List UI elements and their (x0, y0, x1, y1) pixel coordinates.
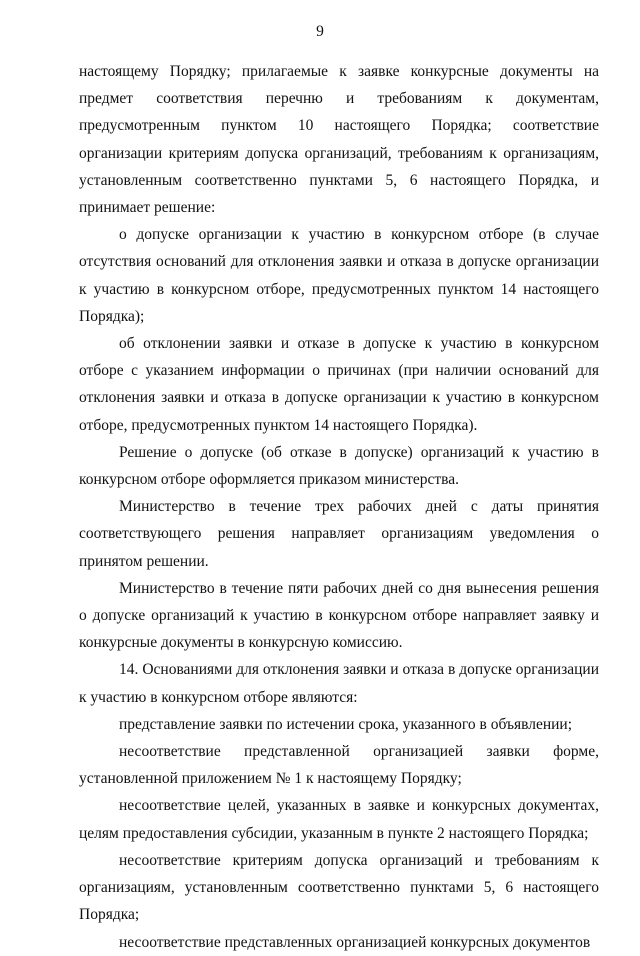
paragraph-ground-criteria-mismatch: несоответствие критериям допуска организаций и требованиям к организациям, установленным соответственно пунктами 5, 6 настоящего Порядка; (79, 851, 599, 924)
paragraph-notification: Министерство в течение трех рабочих дней с даты принятия соответствующего решения направляет организациям уведомления о принятом решении. (79, 498, 599, 570)
paragraph-ground-purpose-mismatch: несоответствие целей, указанных в заявке и конкурсных документах, целям предоставления субсидии, указанным в пункте 2 настоящего Порядка; (79, 797, 599, 842)
paragraph-rejection-decision: об отклонении заявки и отказе в допуске к участию в конкурсном отборе с указанием информации о причинах (при наличии оснований для отклонения заявки и отказа в допуске организации к участию в конкурсном отборе, предусмотренных пунктом 14 настоящего Порядка). (79, 335, 599, 434)
paragraph-ground-late-submission: представление заявки по истечении срока, указанного в объявлении; (119, 715, 573, 733)
paragraph-ground-form-mismatch: несоответствие представленной организацией заявки форме, установленной приложением № 1 к настоящему Порядку; (79, 743, 599, 788)
page-number: 9 (316, 23, 324, 40)
paragraph-ground-documents-mismatch: несоответствие представленных организацией конкурсных документов (119, 933, 591, 951)
document-body (79, 58, 599, 956)
paragraph-continuation: настоящему Порядку; прилагаемые к заявке конкурсные документы на предмет соответствия перечню и требованиям к документам, предусмотренным пунктом 10 настоящего Порядка; соответствие организации критериям допуска организаций, требованиям к организациям, установленным соответственно пунктами 5, 6 настоящего Порядка, и принимает решение: (79, 63, 599, 217)
paragraph-admission-decision: о допуске организации к участию в конкурсном отборе (в случае отсутствия оснований для отклонения заявки и отказа в допуске организации к участию в конкурсном отборе, предусмотренных пунктом 14 настоящего Порядка); (79, 226, 599, 325)
paragraph-commission-transfer: Министерство в течение пяти рабочих дней со дня вынесения решения о допуске организаций к участию в конкурсном отборе направляет заявку и конкурсные документы в конкурсную комиссию. (79, 579, 599, 652)
paragraph-order-formalization: Решение о допуске (об отказе в допуске) организаций к участию в конкурсном отборе оформляется приказом министерства. (79, 443, 599, 489)
paragraph-item-14-intro: 14. Основаниями для отклонения заявки и отказа в допуске организации к участию в конкурсном отборе являются: (79, 661, 599, 706)
